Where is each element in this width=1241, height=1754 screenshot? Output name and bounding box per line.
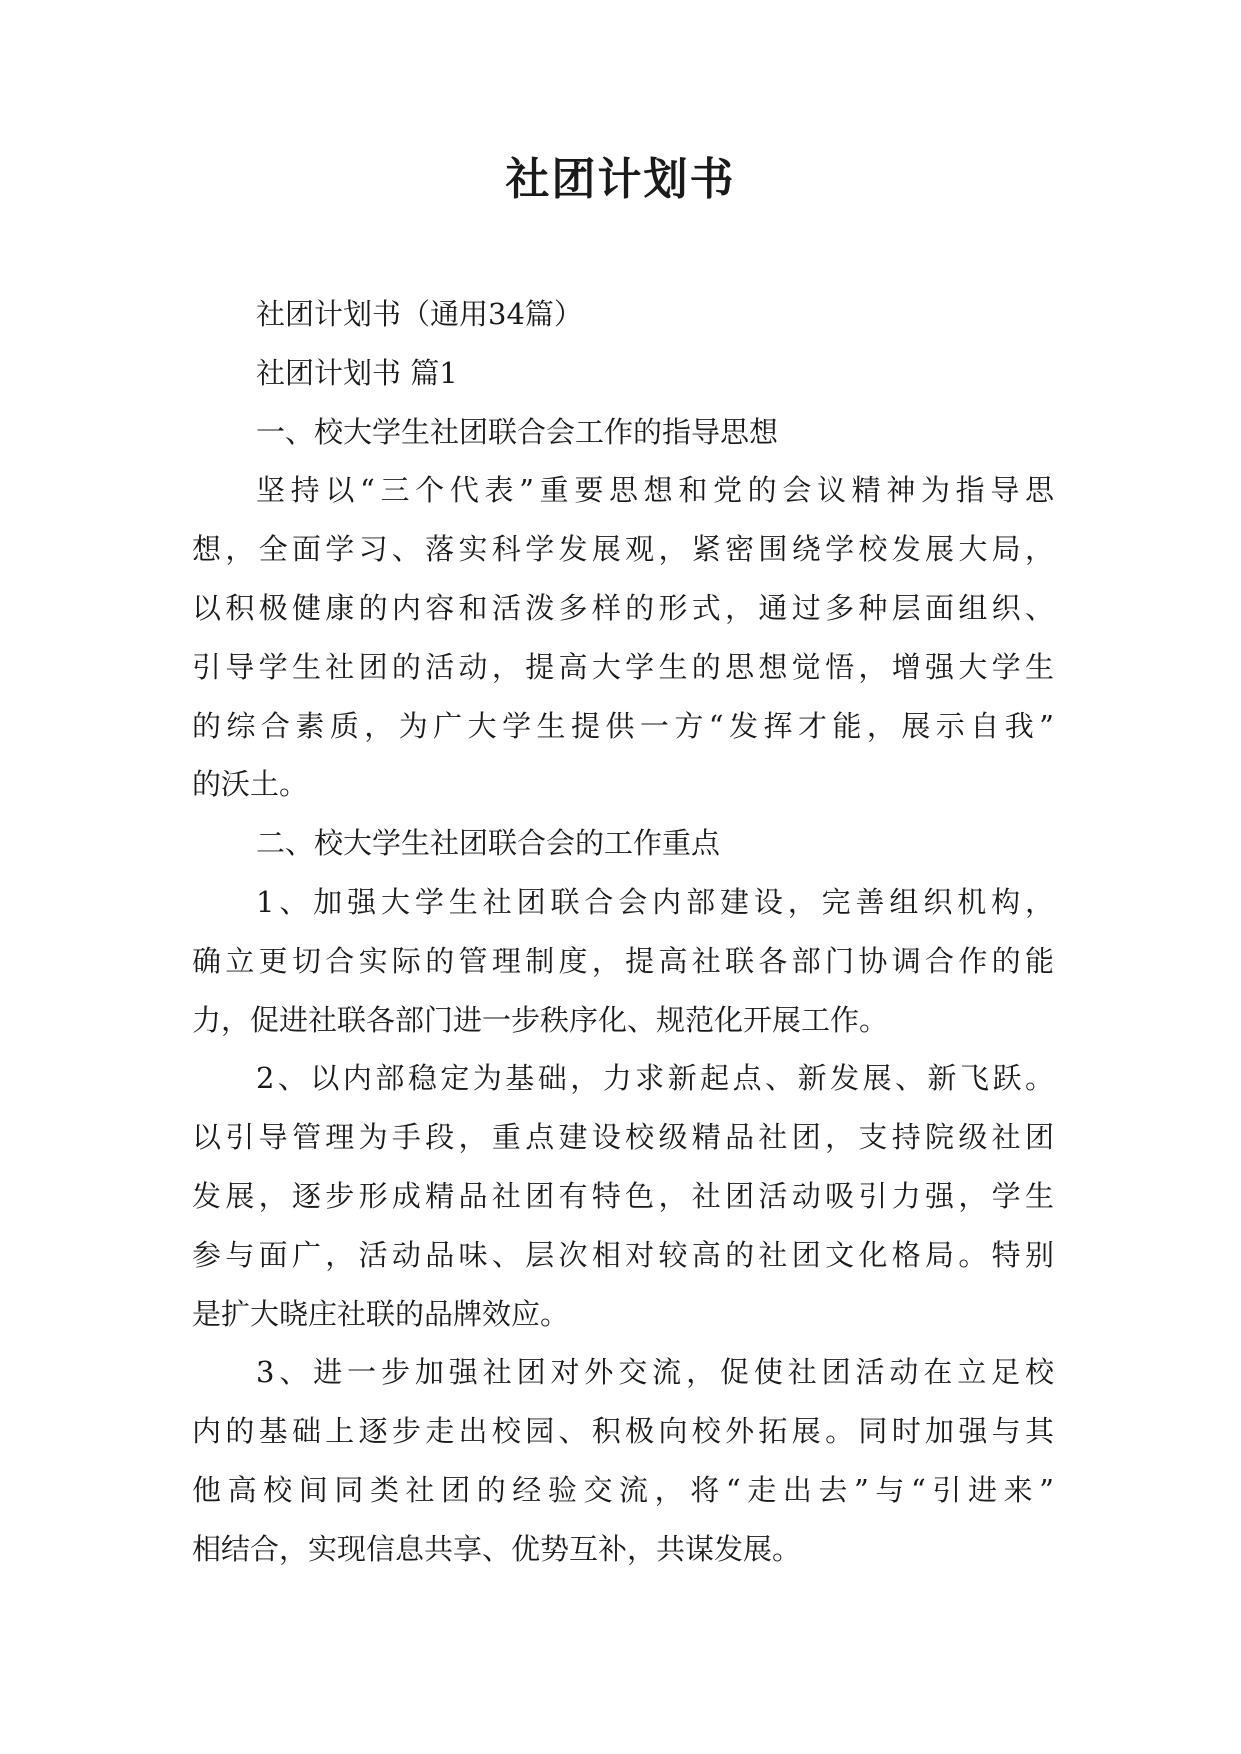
text-line: 发展，逐步形成精品社团有特色，社团活动吸引力强，学生 — [192, 1178, 1054, 1213]
text-line: 参与面广，活动品味、层次相对较高的社团文化格局。特别 — [192, 1237, 1054, 1272]
document-body — [192, 285, 1054, 1579]
text-line: 以引导管理为手段，重点建设校级精品社团，支持院级社团 — [192, 1120, 1054, 1155]
text-line: 坚持以“三个代表”重要思想和党的会议精神为指导思 — [256, 473, 1054, 508]
text-line: 确立更切合实际的管理制度，提高社联各部门协调合作的能 — [192, 943, 1054, 978]
text-line: 力，促进社联各部门进一步秩序化、规范化开展工作。 — [192, 1002, 889, 1037]
text-line: 社团计划书 篇1 — [256, 355, 458, 390]
document-title: 社团计划书 — [505, 154, 736, 205]
text-line: 社团计划书（通用34篇） — [256, 297, 583, 331]
text-line: 3、进一步加强社团对外交流，促使社团活动在立足校 — [256, 1355, 1054, 1390]
text-line: 2、以内部稳定为基础，力求新起点、新发展、新飞跃。 — [256, 1061, 1054, 1096]
text-line: 相结合，实现信息共享、优势互补，共谋发展。 — [192, 1531, 802, 1566]
text-line: 的沃土。 — [192, 767, 309, 802]
text-line: 1、加强大学生社团联合会内部建设，完善组织机构， — [256, 884, 1054, 919]
text-line: 内的基础上逐步走出校园、积极向校外拓展。同时加强与其 — [192, 1414, 1054, 1449]
text-line: 一、校大学生社团联合会工作的指导思想 — [256, 414, 779, 449]
text-line: 二、校大学生社团联合会的工作重点 — [256, 826, 721, 861]
text-line: 他高校间同类社团的经验交流，将“走出去”与“引进来” — [192, 1472, 1054, 1507]
text-line: 引导学生社团的活动，提高大学生的思想觉悟，增强大学生 — [192, 649, 1054, 684]
text-line: 的综合素质，为广大学生提供一方“发挥才能，展示自我” — [192, 708, 1054, 743]
text-line: 想，全面学习、落实科学发展观，紧密围绕学校发展大局， — [192, 532, 1054, 567]
text-line: 是扩大晓庄社联的品牌效应。 — [192, 1296, 570, 1331]
text-line: 以积极健康的内容和活泼多样的形式，通过多种层面组织、 — [192, 590, 1054, 625]
